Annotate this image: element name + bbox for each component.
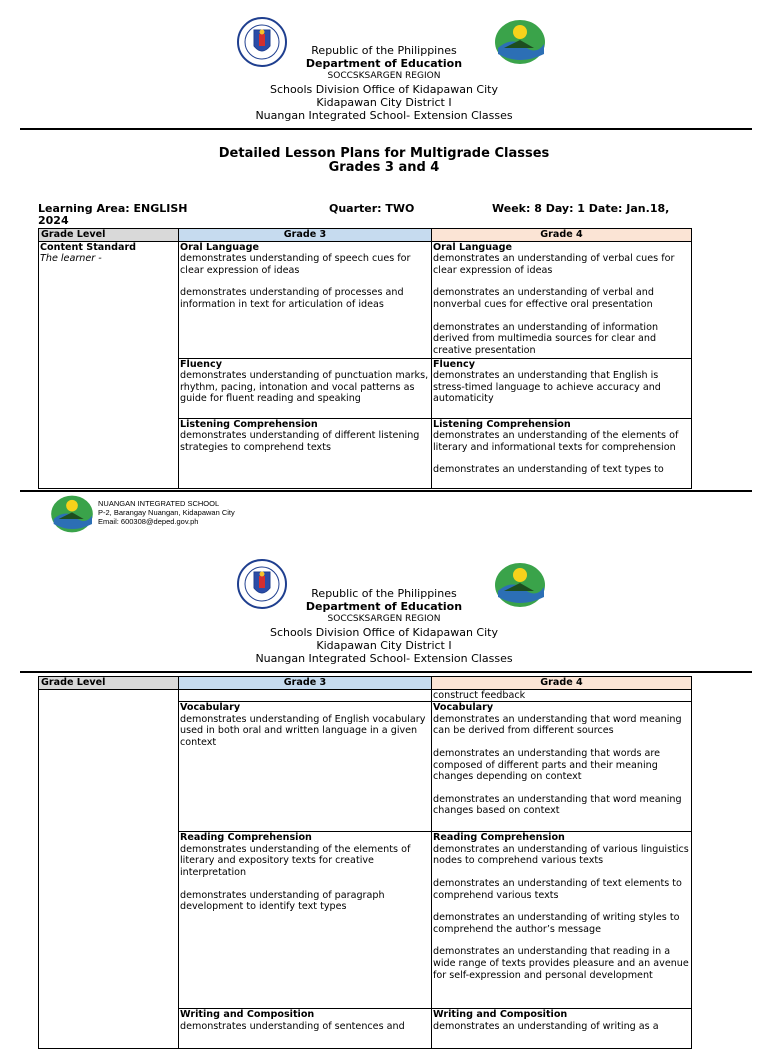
header-district: Kidapawan City District I [316, 96, 452, 109]
g3-reading-text-2: demonstrates understanding of paragraph development to identify text types [180, 889, 385, 913]
g4-listening-text-2: demonstrates an understanding of text types to [433, 464, 664, 476]
col-grade-level: Grade Level [39, 229, 179, 242]
footer-school: NUANGAN INTEGRATED SCHOOL [98, 499, 220, 508]
footer-email: Email: 600308@deped.gov.ph [98, 517, 199, 526]
lesson-plan-table-page2 [38, 676, 692, 1049]
footer-address: P-2, Barangay Nuangan, Kidapawan City [98, 508, 235, 517]
g3-fluency-title: Fluency [180, 358, 222, 370]
col-grade3: Grade 3 [179, 229, 432, 242]
g3-oral-title: Oral Language [180, 241, 259, 253]
content-standard-label: Content Standard [40, 241, 137, 253]
g4-reading-cell [432, 832, 692, 1009]
header-division: Schools Division Office of Kidapawan City [269, 83, 498, 96]
header2-school: Nuangan Integrated School- Extension Classes [255, 652, 513, 665]
header2-district: Kidapawan City District I [316, 639, 452, 652]
header-rule [20, 128, 752, 130]
g4-oral-cell [432, 241, 692, 358]
doc-title: Detailed Lesson Plans for Multigrade Classes [218, 146, 550, 161]
doc-subtitle: Grades 3 and 4 [328, 160, 440, 175]
g3-fluency-text: demonstrates understanding of punctuation marks, rhythm, pacing, intonation and vocal patterns as guide for fluent reading and speaking [180, 370, 429, 405]
g4-reading-text-4: demonstrates an understanding that reading in a wide range of texts provides pleasure and an avenue for self-expression and personal development [433, 946, 689, 981]
g4-vocab-cell [432, 702, 692, 832]
g4-reading-text-3: demonstrates an understanding of writing styles to comprehend the author’s message [433, 912, 680, 935]
g3-vocab-cell [179, 702, 432, 832]
g3-vocab-title: Vocabulary [180, 702, 241, 714]
g3-continued-cell [179, 689, 432, 702]
header2-rule [20, 671, 752, 673]
quarter: Quarter: TWO [329, 202, 415, 215]
g4-oral-text-1: demonstrates an understanding of verbal cues for clear expression of ideas [433, 253, 675, 276]
header-school: Nuangan Integrated School- Extension Classes [255, 109, 513, 122]
header-republic: Republic of the Philippines [311, 44, 457, 57]
col2-grade-level: Grade Level [39, 677, 179, 690]
g4-oral-title: Oral Language [433, 241, 512, 253]
header-department: Department of Education [305, 57, 463, 70]
g3-writing-cell [179, 1009, 432, 1049]
header2-republic: Republic of the Philippines [311, 587, 457, 600]
lesson-plan-table-page1 [38, 228, 692, 489]
g4-listening-text-1: demonstrates an understanding of the elements of literary and informational texts for comprehension [433, 430, 679, 453]
g3-reading-text-1: demonstrates understanding of the elements of literary and expository texts for creative interpretation [180, 843, 411, 878]
g4-reading-text-1: demonstrates an understanding of various linguistics nodes to comprehend various texts [433, 843, 689, 867]
header2-department: Department of Education [305, 600, 463, 613]
g4-writing-cell [432, 1009, 692, 1049]
content-standard-cell-page2 [39, 689, 179, 1049]
g4-writing-title: Writing and Composition [433, 1009, 568, 1021]
g4-vocab-text-1: demonstrates an understanding that word meaning can be derived from different sources [433, 713, 682, 737]
g4-fluency-title: Fluency [433, 358, 475, 370]
learning-area-year: 2024 [38, 214, 69, 227]
g4-oral-text-2: demonstrates an understanding of verbal and nonverbal cues for effective oral presentation [433, 287, 654, 310]
g4-fluency-cell [432, 358, 692, 418]
g3-reading-title: Reading Comprehension [180, 832, 312, 844]
g4-writing-text: demonstrates an understanding of writing as a [433, 1020, 659, 1032]
g4-oral-text-3: demonstrates an understanding of information derived from multimedia sources for clear and creative presentation [433, 321, 659, 356]
col2-grade3: Grade 3 [179, 677, 432, 690]
g4-reading-title: Reading Comprehension [433, 832, 565, 844]
g4-vocab-text-2: demonstrates an understanding that words are composed of different parts and their meaning changes depending on context [433, 747, 661, 783]
g3-listening-cell [179, 418, 432, 488]
g3-listening-text: demonstrates understanding of different listening strategies to comprehend texts [180, 430, 420, 453]
g4-fluency-text: demonstrates an understanding that English is stress-timed language to achieve accuracy and automaticity [433, 370, 661, 405]
header2-region: SOCCSKSARGEN REGION [327, 614, 441, 624]
header2-division: Schools Division Office of Kidapawan City [269, 626, 498, 639]
g3-oral-text-2: demonstrates understanding of processes and information in text for articulation of ideas [180, 287, 404, 310]
g3-listening-title: Listening Comprehension [180, 418, 318, 430]
g4-vocab-text-3: demonstrates an understanding that word meaning changes based on context [433, 793, 682, 817]
header-region: SOCCSKSARGEN REGION [327, 71, 441, 81]
g4-continued-cell [432, 689, 692, 702]
g4-listening-cell [432, 418, 692, 488]
footer-rule [20, 490, 752, 492]
content-standard-cell [39, 241, 179, 488]
learning-area: Learning Area: ENGLISH [38, 202, 188, 215]
the-learner: The learner - [40, 253, 102, 265]
g3-oral-text-1: demonstrates understanding of speech cues for clear expression of ideas [180, 253, 411, 276]
g4-reading-text-2: demonstrates an understanding of text elements to comprehend various texts [433, 877, 682, 901]
g3-fluency-cell [179, 358, 432, 418]
g3-vocab-text: demonstrates understanding of English vocabulary used in both oral and written language in a given context [180, 713, 426, 748]
col2-grade4: Grade 4 [432, 677, 692, 690]
g4-continued-text: construct feedback [433, 689, 526, 701]
g3-reading-cell [179, 832, 432, 1009]
g4-listening-title: Listening Comprehension [433, 418, 571, 430]
g3-oral-cell [179, 241, 432, 358]
footer-school-logo-icon [50, 494, 94, 538]
col-grade4: Grade 4 [432, 229, 692, 242]
g4-vocab-title: Vocabulary [433, 702, 494, 714]
g3-writing-title: Writing and Composition [180, 1009, 315, 1021]
g3-writing-text: demonstrates understanding of sentences and [180, 1020, 405, 1032]
week-day-date: Week: 8 Day: 1 Date: Jan.18, [492, 202, 670, 215]
